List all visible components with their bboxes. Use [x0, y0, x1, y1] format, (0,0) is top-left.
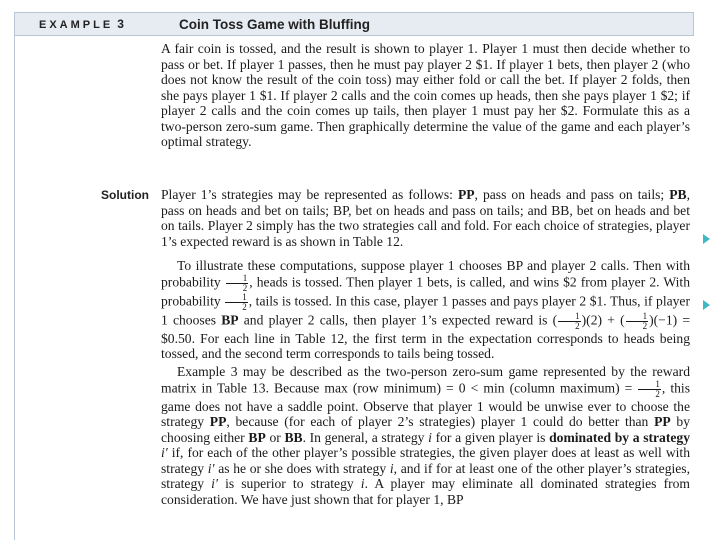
- fraction-half: $\frac{1}{2}$: [626, 312, 649, 331]
- strategy-pp: PP: [457, 187, 475, 202]
- arrow-right-icon: [703, 234, 710, 244]
- fraction-half: $\frac{1}{2}$: [226, 274, 249, 293]
- right-margin-arrows: [688, 38, 712, 538]
- problem-paragraph: A fair coin is tossed, and the result is shown to player 1. Player 1 must then decide whether to pass or bet. If player 1 passes, then he must pay player 2 $1. If player 1 bets, then player 2 (who does not know the result of the coin toss) may either fold or call the bet. If player 2 folds, then she pays player 1 $1. If player 2 calls and the coin comes up heads, then she pays player 1 $2; if player 2 calls and the coin comes up tails, then player 1 must pay her $2. Formulate this as a two-person zero-sum game. Then graphically determine the value of the game and each player’s optimal strategy.: [161, 41, 690, 149]
- example-label: EXAMPLE 3: [39, 17, 124, 31]
- solution-label: Solution: [101, 188, 149, 202]
- left-frame-rule: [14, 35, 15, 540]
- solution-paragraph-3: Example 3 may be described as the two-person zero-sum game represented by the reward matrix in Table 13. Because max (row minimum) = 0 < min (column maximum) = $\frac{1}{2}$ , this game does not have a saddle point. Observe that player 1 would be unwise ever to choose the strategy PP, because (for each of player 2’s strategies) player 1 could do better than PP by choosing either BP or BB. In general, a strategy i for a given player is dominated by a strategy i′ if, for each of the other player’s possible strategies, the given player does at least as well with strategy i′ as he or she does with strategy i, and if for at least one of the other player’s strategies, strategy i′ is superior to strategy i. A player may eliminate all dominated strategies from consideration. We have just shown that for player 1, BP: [161, 364, 691, 507]
- arrow-right-icon: [703, 300, 710, 310]
- fraction-half: $\frac{1}{2}$: [558, 312, 581, 331]
- example-number: 3: [117, 17, 124, 31]
- solution-paragraph-2: To illustrate these computations, suppose player 1 chooses BP and player 2 calls. Then with probability $\frac{1}{2}$ , heads is tossed. Then player 1 bets, is called, and wins $2 from player 2. With probability $\frac{1}{2}$ , tails is tossed. In this case, player 1 passes and pays player 2 $1. Thus, if player 1 chooses BP and player 2 calls, then player 1’s expected reward is ( $\frac{1}{2}$ )(2) + ( $\frac{1}{2}$ )(−1) = $0.50. For each line in Table 12, the first term in the expectation corresponds to heads being tossed, and the second term corresponds to tails being tossed.: [161, 258, 690, 361]
- fraction-half: $\frac{1}{2}$: [638, 380, 661, 399]
- example-title: Coin Toss Game with Bluffing: [179, 16, 370, 32]
- strategy-pb: PB: [669, 187, 687, 202]
- solution-paragraph-1: Player 1’s strategies may be represented as follows: PP, pass on heads and pass on tails; PB, pass on heads and bet on tails; BP, bet on heads and pass on tails; and BB, bet on heads and bet on tails. Player 2 simply has the two strategies call and fold. For each choice of strategies, player 1’s expected reward is as shown in Table 12.: [161, 187, 690, 249]
- example-header: [27, 14, 672, 34]
- term-dominated: dominated by a strategy: [549, 429, 691, 445]
- fraction-half: $\frac{1}{2}$: [225, 293, 248, 312]
